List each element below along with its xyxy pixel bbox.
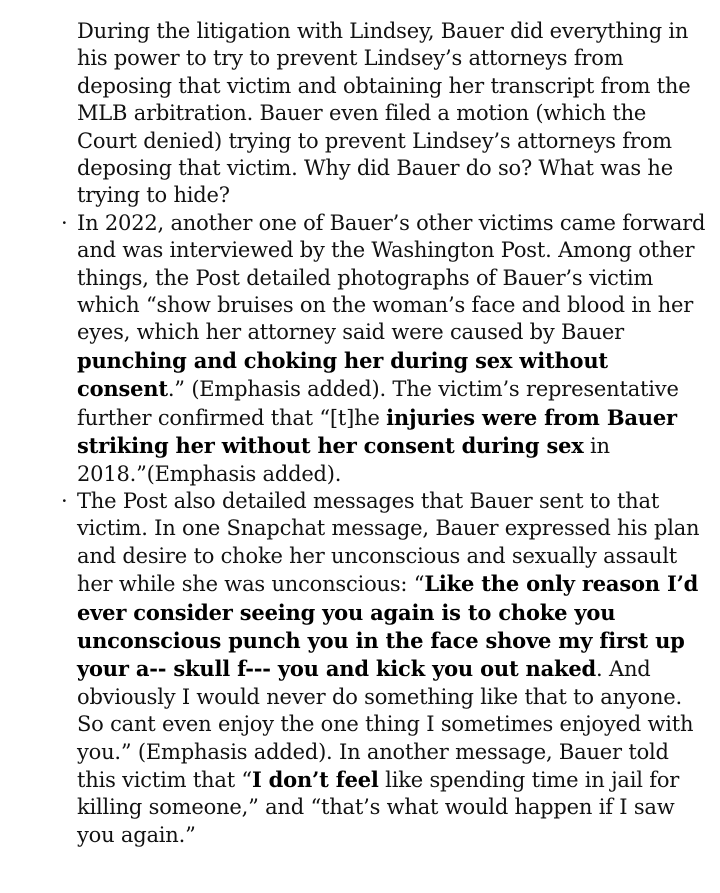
emphasis-text: injuries were from Bauer striking her without her consent during sex <box>77 404 677 459</box>
text-segment: in 2018.”(Emphasis added). <box>77 434 610 486</box>
text-segment: .” (Emphasis added). The victim’s representative further confirmed that “[t]he <box>77 377 679 430</box>
paragraph-washington-post <box>0 210 720 488</box>
text-segment: like spending time in jail for killing someone,” and “that’s what would happen if I saw you again.” <box>77 767 680 847</box>
emphasis-text: punching and choking her during sex without consent <box>77 347 608 402</box>
text-segment: . And obviously I would never do something like that to anyone. So cant even enjoy the one thing I sometimes enjoyed with you.” (Emphasis added). In another message, Bauer told this victim that “ <box>77 657 694 792</box>
paragraph-snapchat-messages <box>0 488 720 849</box>
emphasis-text: I don’t feel <box>251 766 379 792</box>
text-segment: In 2022, another one of Bauer’s other victims came forward and was interviewed by the Washington Post. Among other things, the Post detailed photographs of Bauer’s victim which “show bruises on the woman’s face and blood in her eyes, which her attorney said were caused by Bauer <box>77 210 706 345</box>
text-segment: The Post also detailed messages that Bauer sent to that victim. In one Snapchat message, Bauer expressed his plan and desire to choke her unconscious and sexually assault her while she was unconscious: “ <box>77 488 700 597</box>
paragraph-litigation <box>0 18 720 210</box>
bullet-marker: · <box>61 488 68 513</box>
text-segment: During the litigation with Lindsey, Bauer did everything in his power to try to prevent Lindsey’s attorneys from deposing that victim and obtaining her transcript from the MLB arbitration. Bauer even filed a motion (which the Court denied) trying to prevent Lindsey’s attorneys from deposing that victim. Why did Bauer do so? What was he trying to hide? <box>77 19 691 208</box>
bullet-marker: · <box>61 210 68 235</box>
document-body <box>0 18 720 849</box>
emphasis-text: Like the only reason I’d ever consider seeing you again is to choke you unconscious punch you in the face shove my first up your a-- skull f--- you and kick you out naked <box>77 571 699 682</box>
